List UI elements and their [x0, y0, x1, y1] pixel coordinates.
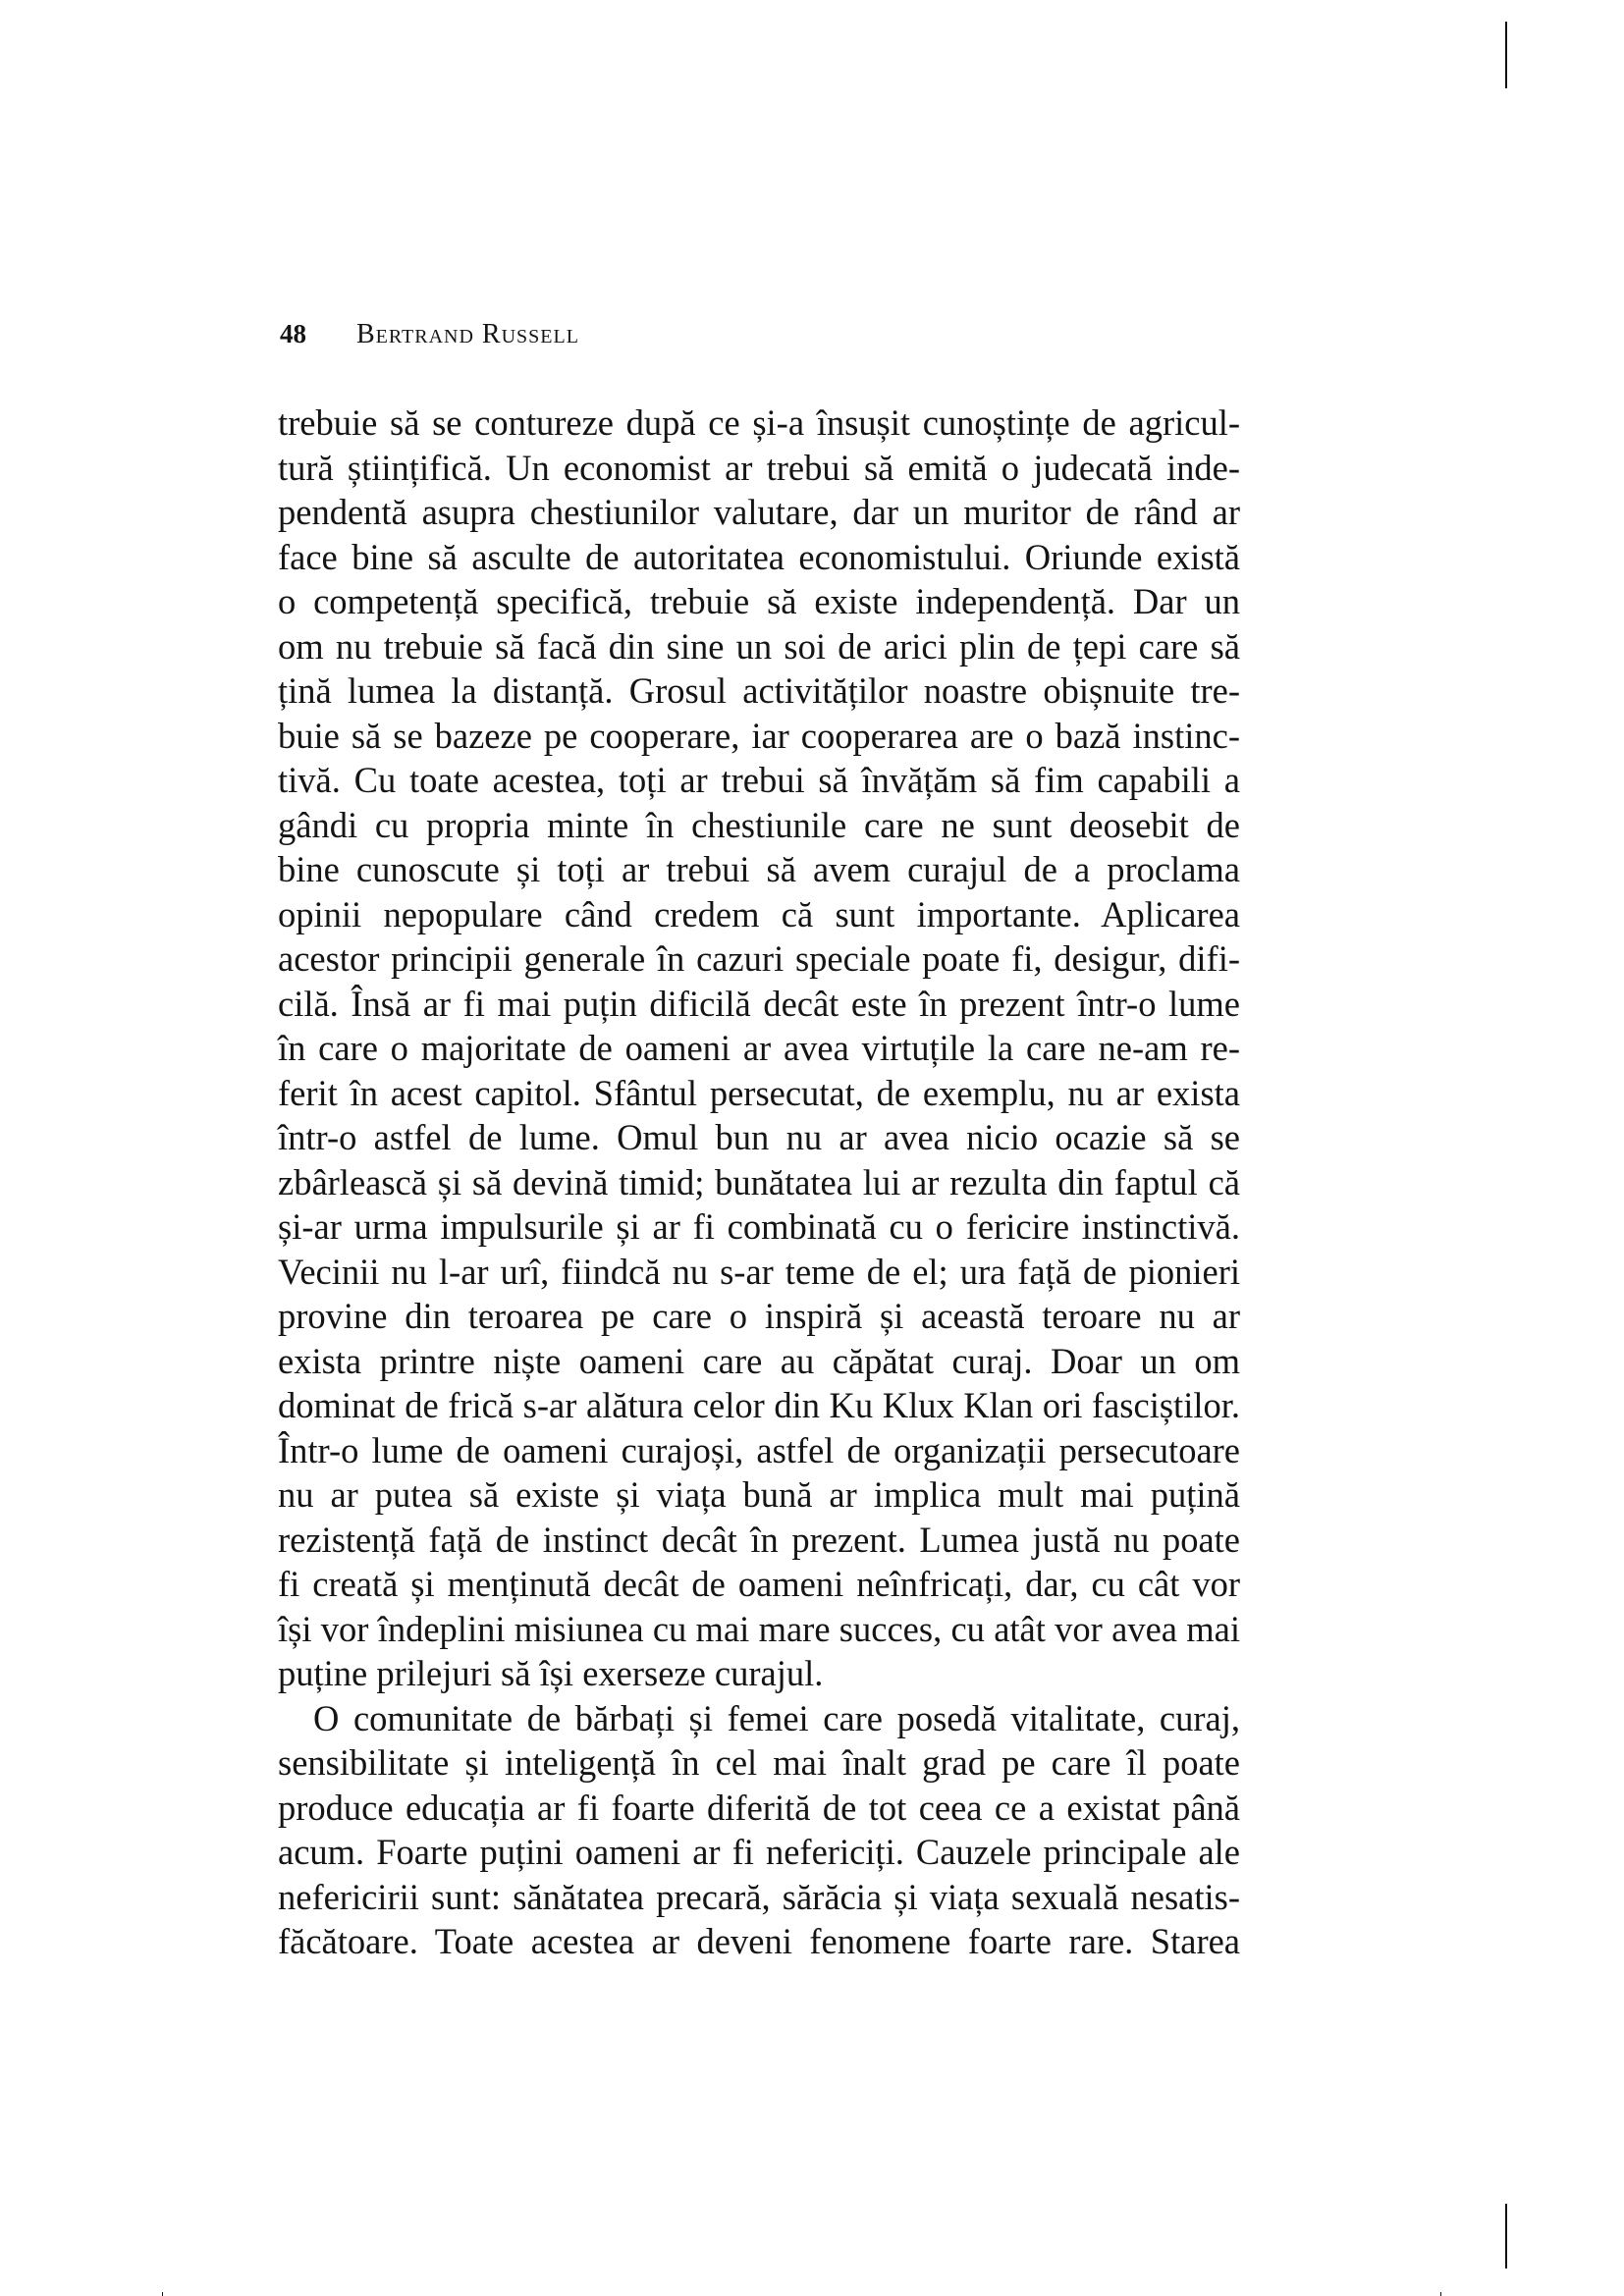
text-line: nu ar putea să existe și viața bună ar implica mult mai puțină: [278, 1474, 1240, 1515]
text-line: om nu trebuie să facă din sine un soi de arici plin de țepi care să: [278, 625, 1240, 667]
page-number: 48: [280, 319, 306, 348]
text-line: zbârlească și să devină timid; bunătatea lui ar rezulta din faptul că: [278, 1161, 1240, 1202]
text-line: făcătoare. Toate acestea ar deveni fenomene foarte rare. Starea: [278, 1921, 1240, 1961]
text-line: fi creată și menținută decât de oameni neînfricați, dar, cu cât vor: [278, 1564, 1240, 1604]
text-line: trebuie să se contureze după ce și-a însușit cunoștințe de agricul-: [278, 402, 1240, 443]
text-line: gândi cu propria minte în chestiunile care ne sunt deosebit de: [278, 804, 1240, 845]
body-text: [278, 400, 1240, 1964]
text-line: buie să se bazeze pe cooperare, iar cooperarea are o bază instinc-: [278, 715, 1240, 756]
text-line: ferit în acest capitol. Sfântul persecutat, de exemplu, nu ar exista: [278, 1072, 1240, 1113]
crop-mark-bottom-right: [1505, 2204, 1507, 2269]
text-line: O comunitate de bărbați și femei care posedă vitalitate, curaj,: [313, 1697, 1240, 1738]
text-line: bine cunoscute și toți ar trebui să avem curajul de a proclama: [278, 849, 1240, 889]
text-line: face bine să asculte de autoritatea economistului. Oriunde există: [278, 536, 1240, 577]
crop-mark-top-right: [1505, 22, 1507, 88]
text-line: nefericirii sunt: sănătatea precară, sărăcia și viața sexuală nesatis-: [278, 1876, 1240, 1917]
text-line: rezistență față de instinct decât în prezent. Lumea justă nu poate: [278, 1519, 1240, 1560]
crop-mark-bottom-left: [162, 2292, 163, 2296]
text-line: tivă. Cu toate acestea, toți ar trebui să învățăm să fim capabili a: [278, 760, 1240, 800]
text-line: dominat de frică s-ar alătura celor din Ku Klux Klan ori fasciștilor.: [278, 1385, 1240, 1425]
text-line: Într-o lume de oameni curajoși, astfel de organizații persecutoare: [278, 1429, 1240, 1470]
text-line: cilă. Însă ar fi mai puțin dificilă decât este în prezent într-o lume: [278, 983, 1240, 1024]
text-line: produce educația ar fi foarte diferită de tot ceea ce a existat până: [278, 1787, 1240, 1828]
text-line: tură științifică. Un economist ar trebui să emită o judecată inde-: [278, 447, 1240, 488]
text-line: provine din teroarea pe care o inspiră și această teroare nu ar: [278, 1296, 1240, 1336]
text-line: țină lumea la distanță. Grosul activităților noastre obișnuite tre-: [278, 670, 1240, 711]
text-line: acum. Foarte puțini oameni ar fi nefericiți. Cauzele principale ale: [278, 1832, 1240, 1872]
paragraph: [278, 1696, 1240, 1964]
text-line: Vecinii nu l-ar urî, fiindcă nu s-ar teme de el; ura față de pionieri: [278, 1251, 1240, 1292]
text-line: o competență specifică, trebuie să existe independență. Dar un: [278, 581, 1240, 621]
text-line: pendentă asupra chestiunilor valutare, dar un muritor de rând ar: [278, 492, 1240, 532]
text-line: opinii nepopulare când credem că sunt importante. Aplicarea: [278, 893, 1240, 934]
running-head: [280, 316, 579, 352]
text-line: sensibilitate și inteligență în cel mai înalt grad pe care îl poate: [278, 1742, 1240, 1783]
text-line: și-ar urma impulsurile și ar fi combinată cu o fericire instinctivă.: [278, 1206, 1240, 1247]
text-line: acestor principii generale în cazuri speciale poate fi, desigur, difi-: [278, 938, 1240, 979]
text-line: își vor îndeplini misiunea cu mai mare succes, cu atât vor avea mai: [278, 1608, 1240, 1649]
running-head-author: Bertrand Russell: [356, 319, 579, 349]
text-line: puține prilejuri să își exerseze curajul.: [278, 1653, 824, 1693]
text-line: într-o astfel de lume. Omul bun nu ar avea nicio ocazie să se: [278, 1117, 1240, 1157]
text-line: în care o majoritate de oameni ar avea virtuțile la care ne-am re-: [278, 1028, 1240, 1068]
crop-mark-bottom-right-tick: [1440, 2292, 1441, 2296]
text-line: exista printre niște oameni care au căpătat curaj. Doar un om: [278, 1340, 1240, 1381]
paragraph: [278, 400, 1240, 1696]
